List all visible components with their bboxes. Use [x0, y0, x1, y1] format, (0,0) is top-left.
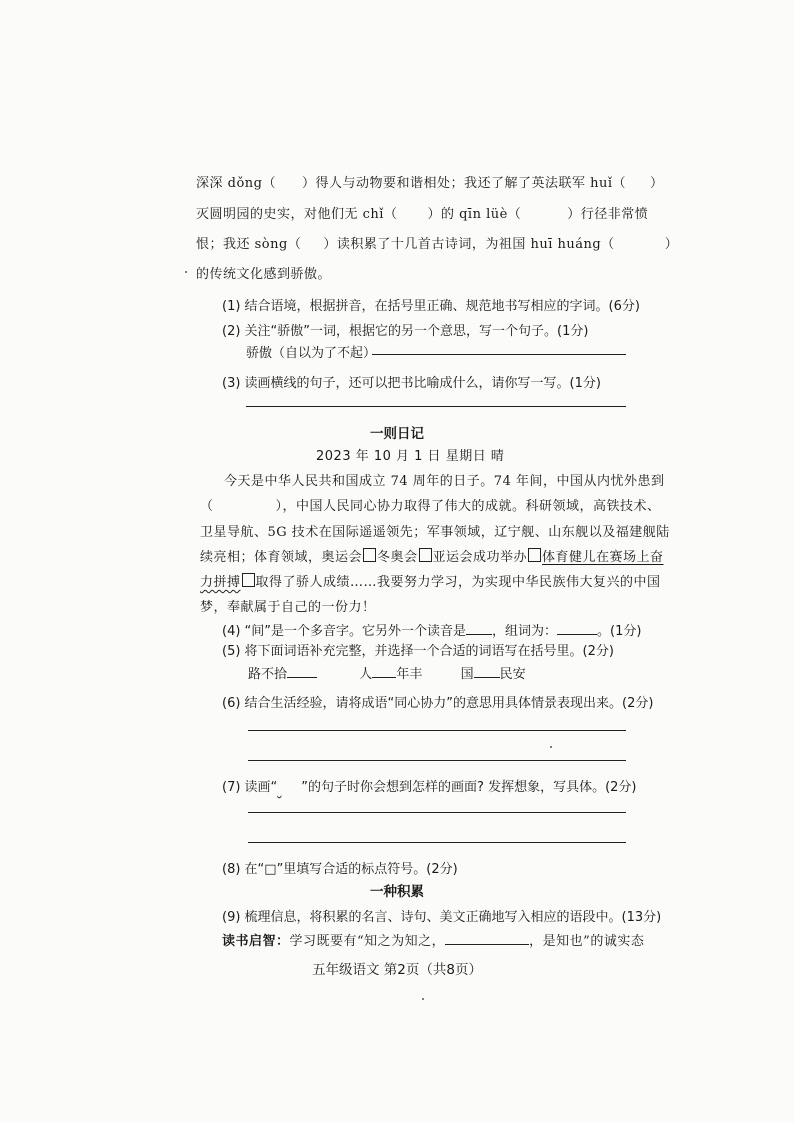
question-4: (4) “间”是一个多音字。它另外一个读音是 ，组词为： 。(1分)	[222, 624, 642, 639]
idiom-blank-3[interactable]	[474, 677, 500, 678]
diary-line-2: （ ），中国人民同心协力取得了伟大的成就。科研领域，高铁技术、	[200, 499, 661, 514]
answer-line-q6-1[interactable]	[248, 730, 626, 731]
passage-line-2: 灭圆明园的史实，对他们无 chǐ（ ）的 qīn lüè（ ）行径非常愤	[196, 207, 649, 222]
scan-speck	[185, 271, 187, 273]
answer-line-q2[interactable]	[372, 354, 626, 355]
punctuation-box[interactable]	[419, 548, 432, 562]
wavy-underlined-text: 力拼搏	[200, 575, 241, 590]
answer-blank-word[interactable]	[557, 634, 597, 635]
question-7: (7) 读画“ ”的句子时你会想到怎样的画面? 发挥想象，写具体。(2分)	[222, 780, 637, 795]
question-1: (1) 结合语境，根据拼音，在括号里正确、规范地书写相应的字词。(6分)	[222, 299, 640, 314]
diary-line-6: 梦，奉献属于自己的一份力！	[200, 600, 376, 615]
scan-speck	[550, 746, 552, 748]
question-2: (2) 关注“骄傲”一词，根据它的另一个意思，写一个句子。(1分)	[222, 324, 589, 339]
answer-line-q7-1[interactable]	[248, 812, 626, 813]
diary-line-1: 今天是中华人民共和国成立 74 周年的日子。74 年间，中国从内忧外患到	[224, 474, 665, 489]
punctuation-box[interactable]	[363, 548, 376, 562]
question-8: (8) 在“□”里填写合适的标点符号。(2分)	[222, 862, 458, 877]
dushu-line: 读书启智：学习既要有“知之为知之， ，是知也”的诚实态	[222, 934, 645, 949]
diary-line-5: 力拼搏 取得了骄人成绩……我要努力学习，为实现中华民族伟大复兴的中国	[200, 575, 661, 590]
idiom-row: 路不拾 人 年丰 国 民安	[248, 667, 526, 682]
passage-line-4: 的传统文化感到骄傲。	[196, 267, 332, 282]
question-2-prompt: 骄傲（自以为了不起）	[246, 346, 377, 361]
idiom-blank-2[interactable]	[372, 677, 396, 678]
answer-line-q7-2[interactable]	[248, 842, 626, 843]
wavy-sample-mark	[277, 780, 301, 795]
scan-speck	[422, 998, 424, 1000]
answer-line-q6-2[interactable]	[248, 760, 626, 761]
question-3: (3) 读画横线的句子，还可以把书比喻成什么，请你写一写。(1分)	[222, 376, 601, 391]
punctuation-box[interactable]	[242, 573, 255, 587]
passage-line-3: 恨；我还 sòng（ ）读积累了十几首古诗词，为祖国 huī huáng（ ）	[196, 237, 679, 252]
quote-blank[interactable]	[445, 944, 529, 945]
question-6: (6) 结合生活经验，请将成语“同心协力”的意思用具体情景表现出来。(2分)	[222, 696, 654, 711]
diary-line-4: 续亮相；体育领域，奥运会 冬奥会 亚运会成功举办 体育健儿在赛场上奋	[200, 550, 664, 565]
answer-blank-reading[interactable]	[466, 634, 492, 635]
question-5: (5) 将下面词语补充完整，并选择一个合适的词语写在括号里。(2分)	[222, 644, 614, 659]
question-9: (9) 梳理信息，将积累的名言、诗句、美文正确地写入相应的语段中。(13分)	[222, 910, 662, 925]
diary-line-3: 卫星导航、5G 技术在国际遥遥领先；军事领域，辽宁舰、山东舰以及福建舰陆	[200, 525, 670, 540]
passage-line-1: 深深 dǒng（ ）得人与动物要和谐相处；我还了解了英法联军 huǐ（ ）	[196, 176, 664, 191]
section-title: 一种积累	[370, 884, 424, 900]
answer-line-q3[interactable]	[246, 406, 626, 407]
idiom-blank-1[interactable]	[287, 677, 317, 678]
diary-title: 一则日记	[370, 426, 424, 442]
diary-dateline: 2023 年 10 月 1 日 星期日 晴	[316, 449, 505, 464]
page-footer: 五年级语文 第2页（共8页）	[312, 962, 482, 978]
underlined-sentence: 体育健儿在赛场上奋	[542, 550, 664, 565]
punctuation-box[interactable]	[528, 548, 541, 562]
